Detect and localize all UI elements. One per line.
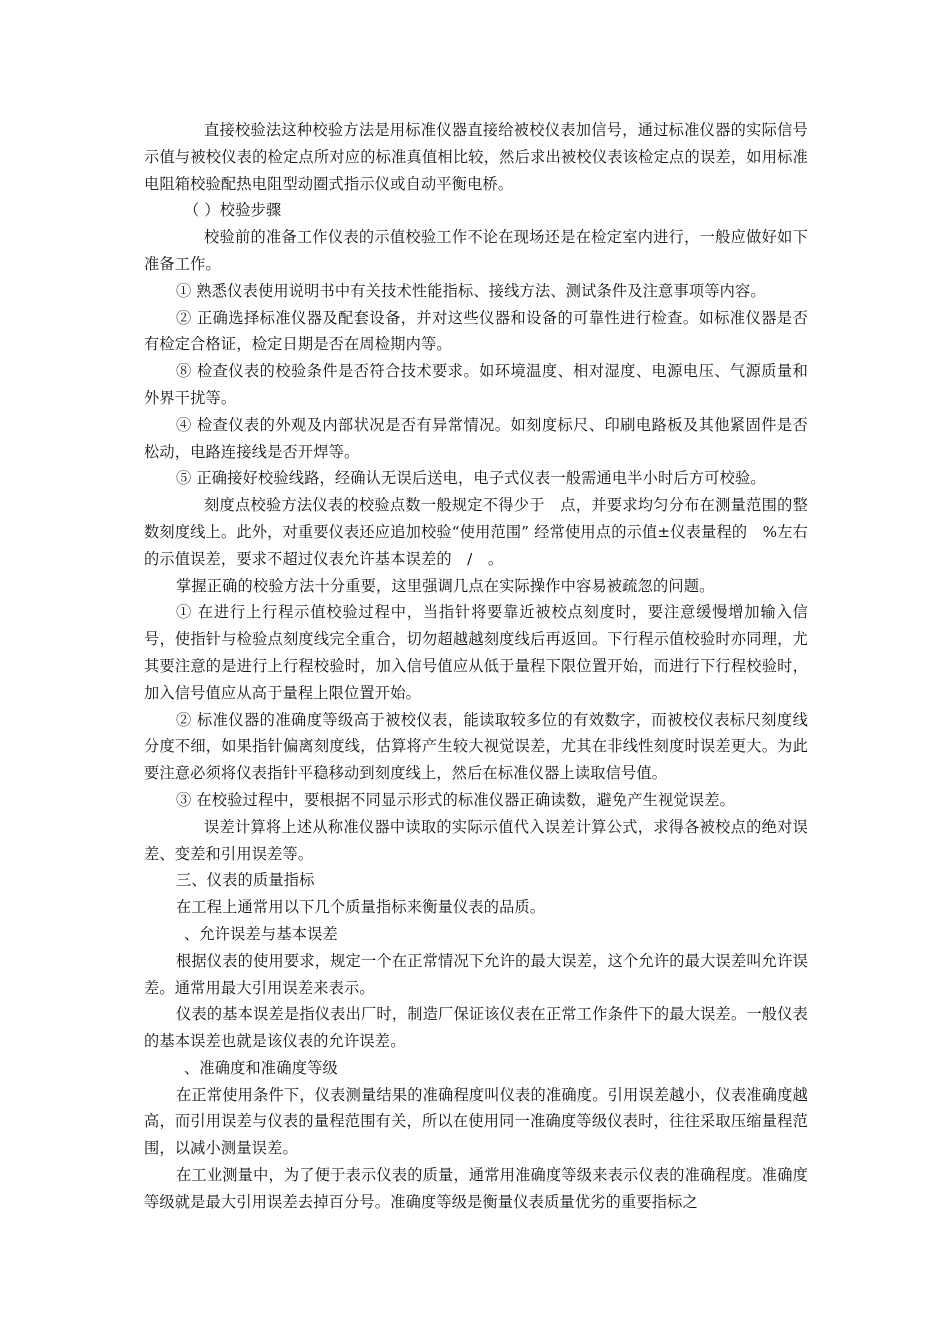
paragraph: ⑤ 正确接好校验线路，经确认无误后送电，电子式仪表一般需通电半小时后方可校验。 (176, 469, 766, 488)
paragraph: ③ 在校验过程中，要根据不同显示形式的标准仪器正确读数，避免产生视觉误差。 (176, 790, 735, 809)
paragraph: ⑧ 检查仪表的校验条件是否符合技术要求。如环境温度、相对湿度、电源电压、气源质量和外界干扰等。 (144, 362, 808, 407)
paragraph: 在正常使用条件下，仪表测量结果的准确程度叫仪表的准确度。引用误差越小，仪表准确度越高，而引用误差与仪表的量程范围有关，所以在使用同一准确度等级仪表时，往往采取压缩量程范围，以减小测量误差。 (144, 1085, 808, 1158)
paragraph: 在工业测量中，为了便于表示仪表的质量，通常用准确度等级来表示仪表的准确程度。准确度等级就是最大引用误差去掉百分号。准确度等级是衡量仪表质量优劣的重要指标之 (144, 1166, 808, 1211)
paragraph: 三、仪表的质量指标 (176, 871, 315, 890)
paragraph: 、允许误差与基本误差 (184, 924, 338, 943)
paragraph: ① 熟悉仪表使用说明书中有关技术性能指标、接线方法、测试条件及注意事项等内容。 (176, 281, 766, 300)
paragraph: 校验前的准备工作仪表的示值校验工作不论在现场还是在检定室内进行，一般应做好如下准备工作。 (144, 228, 808, 273)
paragraph: ① 在进行上行程示值校验过程中，当指针将要靠近被校点刻度时，要注意缓慢增加输入信号，使指针与检验点刻度线完全重合，切勿超越越刻度线后再返回。下行程示值校验时亦同理，尤其要注意的是进行上行程校验时，加入信号值应从低于量程下限位置开始，而进行下行程校验时，加入信号值应从高于量程上限位置开始。 (144, 603, 808, 702)
document-body (144, 117, 808, 1216)
paragraph: 刻度点校验方法仪表的校验点数一般规定不得少于 点，并要求均匀分布在测量范围的整数刻度线上。此外，对重要仪表还应追加校验“使用范围” 经常使用点的示值±仪表量程的 %左右 的示值误差，要求不超过仪表允许基本误差的 / 。 (144, 496, 809, 568)
paragraph: （ ）校验步骤 (184, 201, 282, 220)
paragraph: 直接校验法这种校验方法是用标准仪器直接给被校仪表加信号，通过标准仪器的实际信号示值与被校仪表的检定点所对应的标准真值相比较，然后求出被校仪表该检定点的误差，如用标准电阻箱校验配热电阻型动圈式指示仪或自动平衡电桥。 (144, 121, 808, 193)
paragraph: ④ 检查仪表的外观及内部状况是否有异常情况。如刻度标尺、印刷电路板及其他紧固件是否松动，电路连接线是否开焊等。 (144, 415, 808, 461)
paragraph: 误差计算将上述从称准仪器中读取的实际示值代入误差计算公式，求得各被校点的绝对误差、变差和引用误差等。 (144, 817, 808, 863)
paragraph: 掌握正确的校验方法十分重要，这里强调几点在实际操作中容易被疏忽的问题。 (176, 576, 715, 595)
paragraph: 根据仪表的使用要求，规定一个在正常情况下允许的最大误差，这个允许的最大误差叫允许误差。通常用最大引用误差来表示。 (144, 951, 808, 997)
paragraph: 仪表的基本误差是指仪表出厂时，制造厂保证该仪表在正常工作条件下的最大误差。一般仪表的基本误差也就是该仪表的允许误差。 (144, 1005, 808, 1051)
paragraph: 在工程上通常用以下几个质量指标来衡量仪表的品质。 (176, 898, 546, 917)
paragraph: 、准确度和准确度等级 (184, 1058, 338, 1077)
paragraph: ② 标准仪器的准确度等级高于被校仪表，能读取较多位的有效数字，而被校仪表标尺刻度线分度不细，如果指针偏离刻度线，估算将产生较大视觉误差，尤其在非线性刻度时误差更大。为此要注意必须将仪表指针平稳移动到刻度线上，然后在标准仪器上读取信号值。 (144, 710, 808, 783)
paragraph: ② 正确选择标准仪器及配套设备，并对这些仪器和设备的可靠性进行检查。如标准仪器是否有检定合格证，检定日期是否在周检期内等。 (144, 308, 808, 354)
